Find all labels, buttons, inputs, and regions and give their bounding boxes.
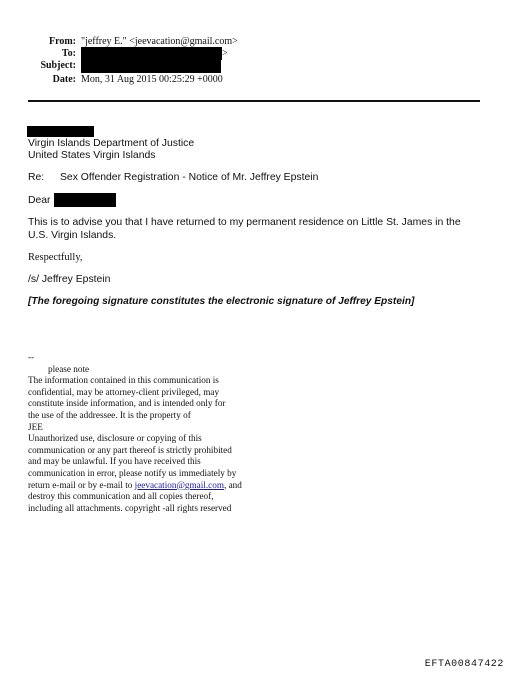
subject-row (0, 59, 512, 72)
footer-line: the use of the addressee. It is the property of (28, 409, 191, 420)
date-value: Mon, 31 Aug 2015 00:25:29 +0000 (81, 74, 223, 85)
signature-note: [The foregoing signature constitutes the electronic signature of Jeffrey Epstein] (28, 296, 415, 307)
footer-email-prefix: return e-mail or by e-mail to (28, 479, 135, 490)
footer-line: The information contained in this communication is (28, 375, 219, 386)
footer-line: JEE (28, 421, 43, 432)
footer-line: and may be unlawful. If you have received this (28, 456, 201, 467)
addressee-name-redaction (27, 126, 94, 137)
bates-number: EFTA00847422 (424, 659, 504, 670)
footer-line: confidential, may be attorney-client privileged, may (28, 386, 220, 397)
footer-line: destroy this communication and all copies thereof, (28, 491, 214, 502)
footer-line: including all attachments. copyright -all rights reserved (28, 502, 232, 513)
date-row (0, 73, 512, 86)
salutation: Dear (28, 195, 51, 206)
from-value: "jeffrey E." <jeevacation@gmail.com> (81, 36, 238, 47)
footer-email-line (28, 480, 288, 492)
footer-line: please note (48, 363, 90, 374)
re-subject: Sex Offender Registration - Notice of Mr. Jeffrey Epstein (60, 172, 319, 183)
date-label: Date: (52, 74, 76, 85)
addressee-line-1: Virgin Islands Department of Justice (28, 138, 195, 149)
subject-redaction (81, 60, 221, 73)
closing: Respectfully, (28, 252, 83, 263)
body-paragraph: This is to advise you that I have returned to my permanent residence on Little St. James in the U.S. Virgin Islands. (28, 217, 461, 241)
re-label: Re: (28, 172, 45, 183)
to-suffix: > (222, 48, 228, 59)
footer-line: Unauthorized use, disclosure or copying of this (28, 433, 202, 444)
from-label: From: (48, 36, 76, 47)
header-divider (28, 100, 480, 102)
footer-line: communication in error, please notify us immediately by (28, 467, 237, 478)
confidentiality-footer (28, 352, 288, 514)
footer-email-suffix: , and (223, 479, 242, 490)
signature: /s/ Jeffrey Epstein (28, 274, 111, 285)
footer-line: communication or any part thereof is strictly prohibited (28, 444, 232, 455)
subject-label: Subject: (40, 60, 76, 71)
email-link[interactable]: jeevacation@gmail.com (134, 479, 224, 490)
addressee-line-2: United States Virgin Islands (28, 150, 156, 161)
salutation-name-redaction (54, 193, 116, 207)
footer-separator: -- (28, 352, 35, 362)
email-header (0, 35, 512, 95)
footer-line: constitute inside information, and is intended only for (28, 398, 226, 409)
to-label: To: (61, 48, 76, 59)
